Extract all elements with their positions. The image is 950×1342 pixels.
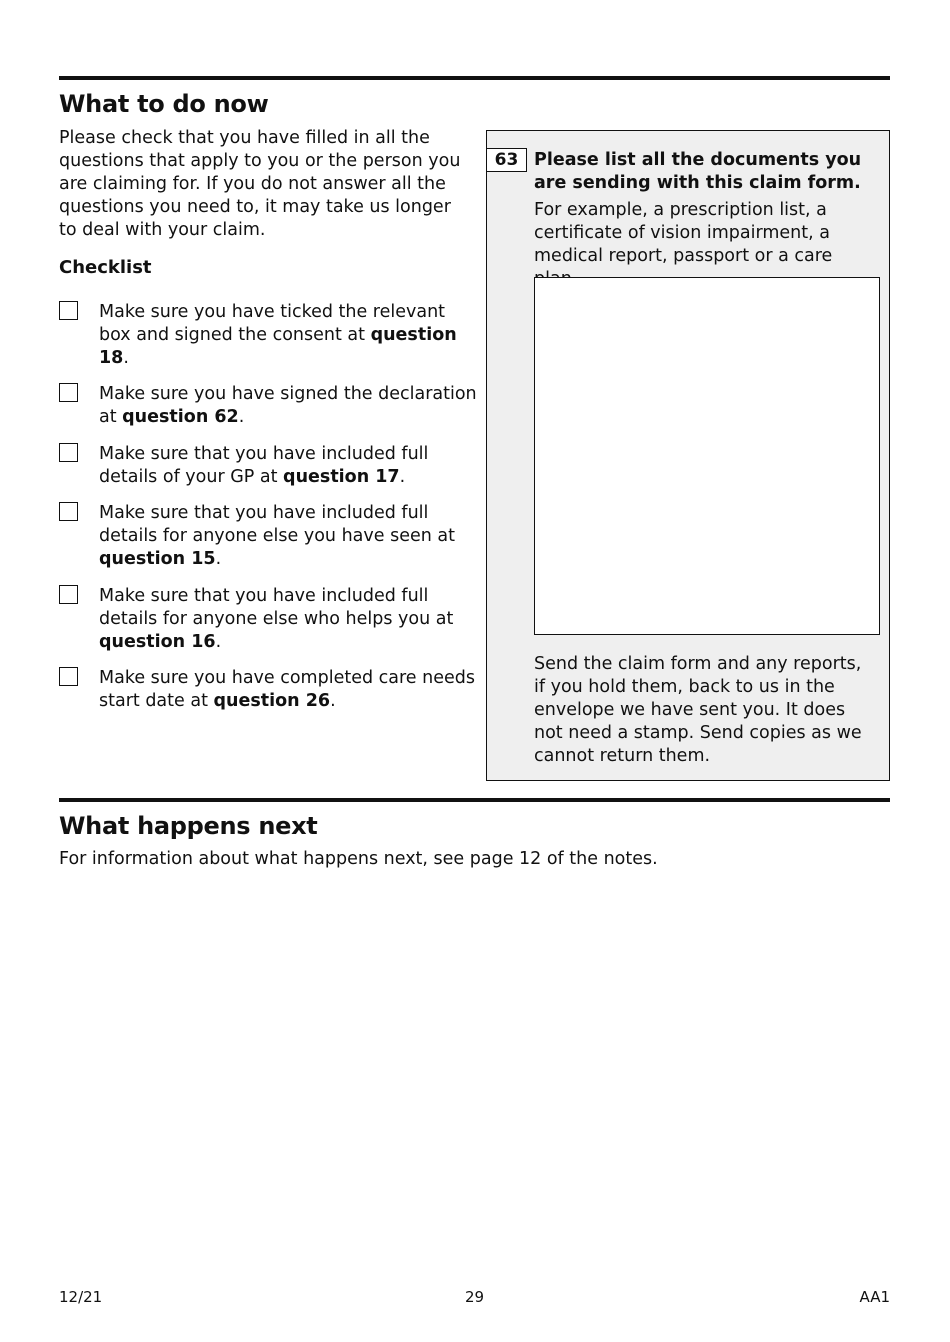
send-instructions: Send the claim form and any reports, if you hold them, back to us in the envelope we have sent you. It does not need a stamp. Send copies as we cannot return them. [534, 654, 862, 766]
next-info-text: For information about what happens next, see page 12 of the notes. [59, 849, 658, 869]
section-rule [59, 798, 890, 802]
checklist-item-text: Make sure you have ticked the relevant box and signed the consent at question 18. [99, 302, 457, 368]
question-title: Please list all the documents you are sending with this claim form. [534, 150, 862, 193]
question-hint: For example, a prescription list, a certificate of vision impairment, a medical report, passport or a care [534, 200, 833, 266]
checklist-item-text: Make sure you have signed the declaration at question 62. [99, 384, 477, 427]
question-63-panel [486, 130, 890, 781]
checkbox[interactable] [59, 667, 78, 686]
what-happens-next-heading: What happens next [59, 812, 318, 840]
checkbox[interactable] [59, 443, 78, 462]
checklist-item-text: Make sure that you have included full details of your GP at question 17. [99, 444, 429, 487]
page-number: 29 [465, 1288, 485, 1306]
form-code: AA1 [859, 1288, 890, 1306]
checkbox[interactable] [59, 301, 78, 320]
checkbox[interactable] [59, 502, 78, 521]
intro-text: Please check that you have filled in all the questions that apply to you or the person you are claiming for. If you do not answer all the questions you need to, it may take us longer to deal with your claim. [59, 128, 461, 240]
checklist-item-text: Make sure you have completed care needs start date at question 26. [99, 668, 475, 711]
question-number: 63 [487, 148, 527, 172]
checklist-item-text: Make sure that you have included full details for anyone else who helps you at question 16. [99, 586, 454, 652]
checkbox[interactable] [59, 383, 78, 402]
top-rule [59, 76, 890, 80]
footer-date: 12/21 [59, 1288, 103, 1306]
checklist-title: Checklist [59, 257, 152, 278]
documents-answer-box[interactable] [534, 277, 880, 635]
what-to-do-heading: What to do now [59, 90, 269, 118]
checklist-item-text: Make sure that you have included full details for anyone else you have seen at question 15. [99, 503, 455, 569]
checkbox[interactable] [59, 585, 78, 604]
